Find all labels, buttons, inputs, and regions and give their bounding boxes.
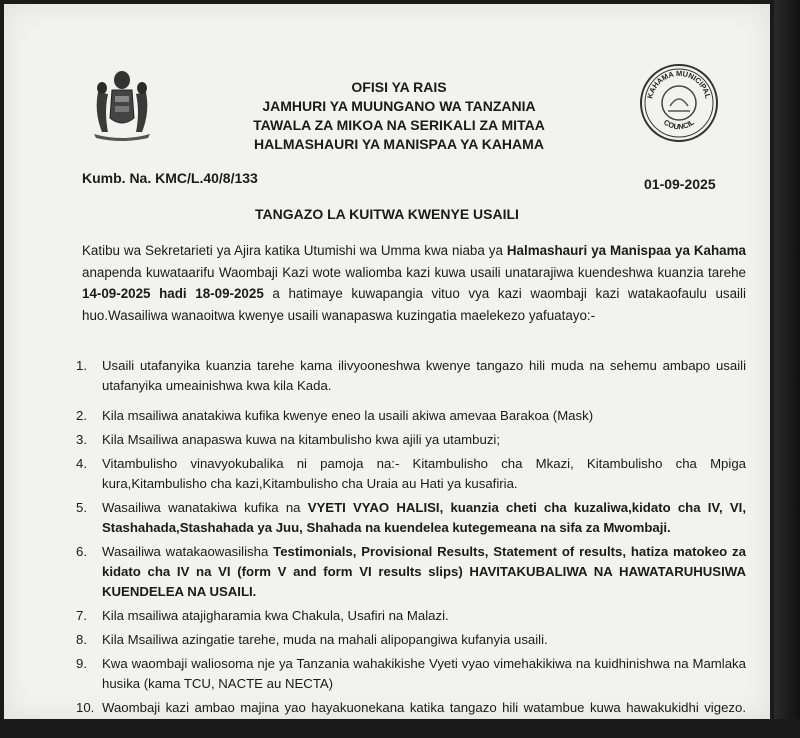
item-text: Kila msailiwa atajigharamia kwa Chakula, Usafiri na Malazi. (102, 608, 449, 623)
item-text: Kwa waombaji waliosoma nje ya Tanzania wahakikishe Vyeti vyao vimehakikiwa na kuidhinishwa na Mamlaka husika (kama TCU, NACTE au NECTA) (102, 656, 746, 691)
intro-text-2: anapenda kuwataarifu Waombaji Kazi wote waliomba kazi kuwa usaili unatarajiwa kuendeshwa kuanzia tarehe (82, 264, 746, 280)
document-date: 01-09-2025 (644, 176, 716, 192)
item-bold-text: VYETI VYAO HALISI, kuanzia cheti cha kuzaliwa,kidato cha IV, VI, Stashahada,Stashahada ya Juu, Shahada na kuendelea kutegemeana na sifa za Mwombaji. (102, 500, 746, 535)
coat-of-arms-icon (86, 62, 158, 142)
item-text: Kila Msailiwa anapaswa kuwa na kitambulisho kwa ajili ya utambuzi; (102, 432, 501, 447)
intro-bold-1: Halmashauri ya Manispaa ya Kahama (506, 243, 746, 258)
item-text: Wasailiwa watakaowasilisha (102, 544, 274, 559)
intro-paragraph (82, 240, 746, 326)
letterhead-line-3: TAWALA ZA MIKOA NA SERIKALI ZA MITAA (253, 117, 545, 133)
seal-text-bottom: COUNCIL (662, 117, 696, 132)
list-item (76, 630, 746, 650)
background-edge (774, 0, 800, 719)
seal-text-top: KAHAMA MUNICIPAL (645, 68, 713, 100)
item-text: Vitambulisho vinavyokubalika ni pamoja na:- Kitambulisho cha Mkazi, Kitambulisho cha Mpiga kura,Kitambulisho cha kazi,Kitambulisho cha Uraia au Hati ya kusafiria. (102, 456, 746, 491)
item-number: 9. (76, 656, 87, 671)
intro-text-1: Katibu wa Sekretarieti ya Ajira katika Utumishi wa Umma kwa niaba ya (82, 243, 507, 258)
item-number: 8. (76, 632, 87, 647)
letterhead (164, 78, 634, 154)
item-number: 7. (76, 608, 87, 623)
item-number: 2. (76, 408, 87, 423)
item-number: 1. (76, 358, 87, 373)
list-item (76, 654, 746, 694)
intro-text-3: a hatimaye kuwapangia vituo vya kazi waombaji kazi watakaofaulu usaili huo.Wasailiwa wanaoitwa kwenye usaili wanapaswa kuzingatia maelekezo yafuatayo:- (82, 286, 746, 323)
list-item (76, 542, 746, 602)
list-item (76, 454, 746, 494)
list-item (76, 406, 746, 426)
instructions-list (76, 356, 746, 738)
document-title: TANGAZO LA KUITWA KWENYE USAILI (255, 206, 519, 222)
item-text: Kila msailiwa anatakiwa kufika kwenye eneo la usaili akiwa amevaa Barakoa (Mask) (102, 408, 594, 423)
item-number: 6. (76, 544, 87, 559)
list-item (76, 356, 746, 396)
item-bold-text: Testimonials, Provisional Results, Statement of results, hatiza matokeo za kidato cha IV na VI (form V and form VI results slips) HAVITAKUBALIWA NA HAWATARUHUSIWA KUENDELEA NA USAILI. (102, 544, 746, 599)
municipal-seal-icon (638, 62, 720, 144)
letterhead-line-4: HALMASHAURI YA MANISPAA YA KAHAMA (254, 136, 544, 152)
intro-bold-2: 14-09-2025 hadi 18-09-2025 (82, 286, 264, 301)
item-text: Waombaji kazi ambao majina yao hayakuonekana katika tangazo hili watambue kuwa hawakukidhi vigezo. Hivyo, wasisite kuomba tena pindi nafasi za kazi zitakapotangazwa na kuzingatia mahitaji ya (102, 700, 746, 735)
list-item (76, 698, 746, 738)
item-number: 3. (76, 432, 87, 447)
list-item (76, 430, 746, 450)
list-item (76, 498, 746, 538)
item-text: Kila Msailiwa azingatie tarehe, muda na mahali alipopangiwa kufanyia usaili. (102, 632, 548, 647)
letterhead-line-1: OFISI YA RAIS (351, 79, 447, 95)
letterhead-line-2: JAMHURI YA MUUNGANO WA TANZANIA (262, 98, 536, 114)
item-number: 5. (76, 500, 87, 515)
item-number: 4. (76, 456, 87, 471)
document-page (4, 4, 770, 735)
item-text: Usaili utafanyika kuanzia tarehe kama ilivyooneshwa kwenye tangazo hili muda na sehemu ambapo usaili utafanyika umeainishwa kwa kila Kada. (102, 358, 746, 393)
item-text: Wasailiwa wanatakiwa kufika na (102, 500, 308, 515)
item-number: 10. (76, 700, 95, 715)
list-item (76, 606, 746, 626)
reference-number: Kumb. Na. KMC/L.40/8/133 (82, 170, 258, 186)
